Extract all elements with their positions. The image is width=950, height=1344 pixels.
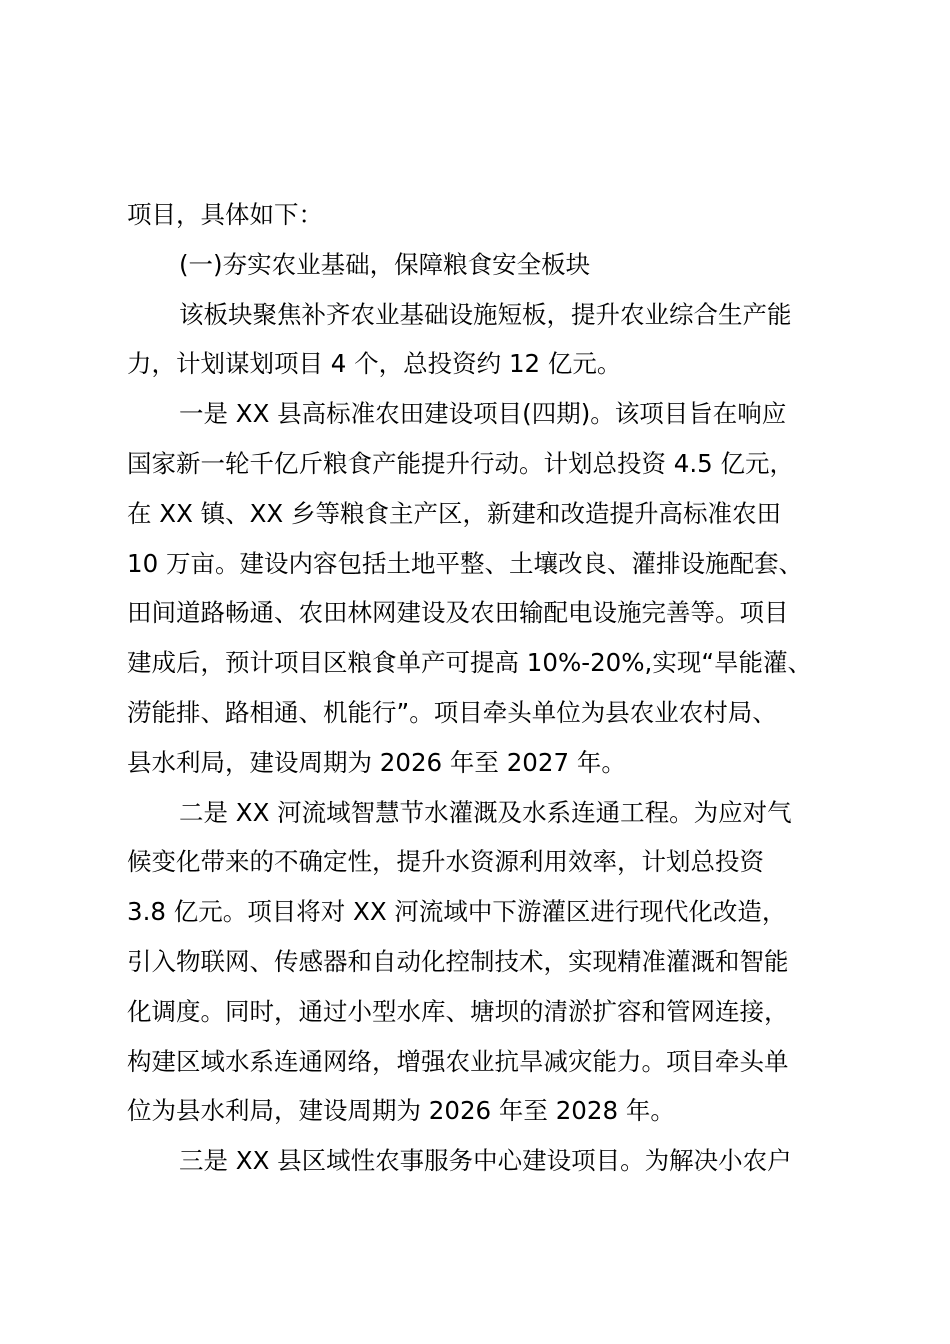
text-line: 位为县水利局，建设周期为 2026 年至 2028 年。 bbox=[127, 1096, 675, 1126]
text-line: 国家新一轮千亿斤粮食产能提升行动。计划总投资 4.5 亿元， bbox=[127, 448, 795, 478]
text-line: 3.8 亿元。项目将对 XX 河流域中下游灌区进行现代化改造， bbox=[127, 897, 787, 927]
text-line: 在 XX 镇、XX 乡等粮食主产区，新建和改造提升高标准农田 bbox=[127, 498, 781, 528]
text-line: 力，计划谋划项目 4 个，总投资约 12 亿元。 bbox=[127, 349, 622, 379]
text-line: 建成后，预计项目区粮食单产可提高 10%-20%,实现“旱能灌、 bbox=[127, 648, 813, 678]
text-line: 引入物联网、传感器和自动化控制技术，实现精准灌溉和智能 bbox=[127, 946, 789, 976]
text-line: 三是 XX 县区域性农事服务中心建设项目。为解决小农户 bbox=[179, 1146, 792, 1176]
text-line: 田间道路畅通、农田林网建设及农田输配电设施完善等。项目 bbox=[127, 598, 789, 628]
text-line: 二是 XX 河流域智慧节水灌溉及水系连通工程。为应对气 bbox=[179, 797, 792, 827]
section-heading: (一)夯实农业基础，保障粮食安全板块 bbox=[179, 249, 591, 279]
text-line: 构建区域水系连通网络，增强农业抗旱减灾能力。项目牵头单 bbox=[127, 1046, 789, 1076]
text-line: 该板块聚焦补齐农业基础设施短板，提升农业综合生产能 bbox=[179, 299, 792, 329]
text-line: 候变化带来的不确定性，提升水资源利用效率，计划总投资 bbox=[127, 847, 764, 877]
body-text bbox=[127, 190, 827, 1186]
text-line: 10 万亩。建设内容包括土地平整、土壤改良、灌排设施配套、 bbox=[127, 548, 803, 578]
text-line: 涝能排、路相通、机能行”。项目牵头单位为县农业农村局、 bbox=[127, 697, 777, 727]
text-line: 项目，具体如下： bbox=[127, 200, 323, 229]
text-line: 化调度。同时，通过小型水库、塘坝的清淤扩容和管网连接， bbox=[127, 996, 789, 1026]
text-line: 县水利局，建设周期为 2026 年至 2027 年。 bbox=[127, 747, 626, 777]
text-line: 一是 XX 县高标准农田建设项目(四期)。该项目旨在响应 bbox=[179, 399, 787, 429]
